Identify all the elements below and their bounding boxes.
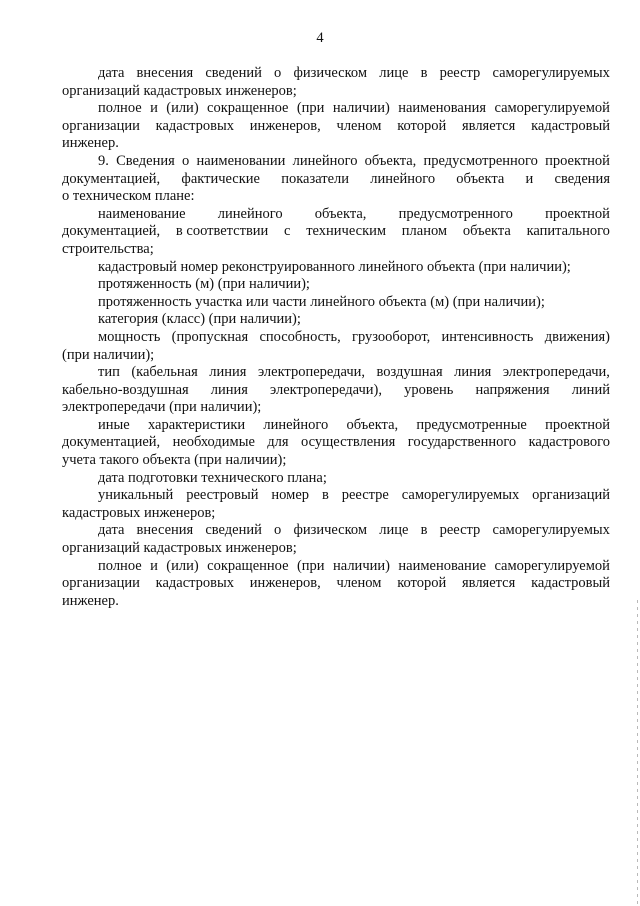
word: реестр [439,522,481,539]
word: государственного [407,434,517,451]
text-run: категория (класс) (при наличии); [98,311,301,328]
word: полное [98,100,142,117]
paragraph [62,100,610,153]
word: лице [379,65,409,81]
word: предусмотренные [416,416,527,433]
word: характеристики [147,416,246,433]
word: сокращенное [207,557,289,574]
word: тип [98,364,120,381]
paragraph [62,259,610,277]
word: документацией, [62,223,161,240]
word: сведений [205,65,262,81]
word: документацией, [62,170,161,187]
text-line [62,329,610,347]
word: интенсивность [441,328,534,345]
paragraph [62,558,610,611]
text-line [62,593,610,611]
text-line [62,135,610,153]
paragraph [62,470,610,488]
word: объекта, [314,205,367,222]
paragraph [62,153,610,206]
text-line [62,259,610,277]
word: инженеров, [249,575,321,592]
paragraph [62,417,610,470]
paragraph [62,294,610,312]
text-line [62,575,610,593]
word: грузооборот, [352,328,431,345]
page-number: 4 [316,30,324,46]
word: кабельно-воздушная [62,381,189,398]
word: в [420,65,428,81]
word: наименования [398,100,487,117]
word: наличии) [333,557,390,574]
word: кадастрового [528,434,610,451]
word: планом [401,223,448,240]
text-run: организаций кадастровых инженеров; [62,82,297,99]
word: саморегулируемых [401,487,520,504]
text-line [62,100,610,118]
scan-edge-artifact [637,600,638,906]
text-line [62,118,610,136]
word: линейного [370,170,436,187]
word: электропередачи, [502,364,610,381]
word: дата [98,522,125,539]
word: и [525,170,534,187]
text-run: о техническом плане: [62,188,195,205]
word: объекта, [346,416,399,433]
word: способность, [259,328,341,345]
word: линейного [263,416,329,433]
text-run: кадастровых инженеров; [62,504,216,521]
text-line [62,470,610,488]
word: и [150,557,158,574]
text-line [62,276,610,294]
word: саморегулируемых [492,65,610,81]
word: линейного [292,152,358,169]
word: фактические [181,170,260,187]
word: линейного [217,205,283,222]
word: кадастровых [155,117,235,134]
word: в [321,487,329,504]
word: линия [454,364,492,381]
paragraph [62,311,610,329]
word: внесения [136,65,194,81]
word: (кабельная [131,364,198,381]
paragraph [62,65,610,100]
paragraph [62,329,610,364]
text-line [62,522,610,540]
text-run: электропередачи (при наличии); [62,399,262,416]
word: лице [379,522,409,539]
word: о [274,65,282,81]
word: и [150,100,158,117]
word: наименовании [196,152,286,169]
word: (при [296,557,325,574]
text-line [62,399,610,417]
word: объекта, [364,152,417,169]
text-line [62,540,610,558]
text-line [62,417,610,435]
text-line [62,558,610,576]
word: проектной [545,152,610,169]
word: воздушная [376,364,443,381]
word: объекта [462,223,511,240]
word: линия [210,381,248,398]
word: мощность [98,328,161,345]
word: 9. [98,152,109,169]
text-line [62,171,610,189]
word: Сведения [116,152,175,169]
word: капитального [526,223,610,240]
text-run: (при наличии); [62,346,155,363]
word: сведений [205,522,262,539]
paragraph [62,487,610,522]
word: уникальный [98,487,174,504]
text-line [62,382,610,400]
word: является [462,575,516,592]
text-line [62,206,610,224]
word: членом [336,575,382,592]
word: (при [296,100,325,117]
word: внесения [136,522,194,539]
word: инженеров, [249,117,321,134]
word: кадастровых [155,575,235,592]
word: (или) [166,557,199,574]
word: уровень [404,381,454,398]
word: для [267,434,289,451]
word: в [420,522,428,539]
word: необходимые [172,434,255,451]
word: наименование [398,557,487,574]
text-line [62,294,610,312]
text-line [62,434,610,452]
word: иные [98,416,130,433]
text-line [62,487,610,505]
word: линия [209,364,247,381]
word: реестре [341,487,389,504]
text-line [62,364,610,382]
word: движения) [544,328,610,345]
paragraph [62,364,610,417]
word: техническим [306,223,387,240]
word: кадастровый [531,117,610,134]
word: о [274,522,282,539]
word: объекта [456,170,505,187]
text-run: организаций кадастровых инженеров; [62,540,297,557]
word: кадастровый [531,575,610,592]
text-line [62,241,610,259]
word: организации [62,575,140,592]
text-line [62,505,610,523]
word: дата [98,65,125,81]
word: линий [571,381,610,398]
text-run: инженер. [62,135,119,152]
word: которой [397,117,447,134]
word: физическом [293,65,368,81]
text-line [62,311,610,329]
word: физическом [293,522,368,539]
text-line [62,452,610,470]
word: саморегулируемой [494,100,610,117]
word: сведения [554,170,610,187]
word: номер [271,487,310,504]
text-run: протяженность участка или части линейного объекта (м) (при наличии); [98,293,545,310]
word: реестровый [186,487,259,504]
text-run: строительства; [62,240,154,257]
word: документацией, [62,434,161,451]
word: организации [62,117,140,134]
word: с [284,223,291,240]
document-body [62,65,610,610]
word: показатели [281,170,350,187]
word: (пропускная [171,328,249,345]
word: является [462,117,516,134]
text-line [62,83,610,101]
word: членом [336,117,382,134]
text-line [62,153,610,171]
text-run: протяженность (м) (при наличии); [98,276,310,293]
word: саморегулируемых [492,522,610,539]
text-run: кадастровый номер реконструированного линейного объекта (при наличии); [98,258,571,275]
word: организаций [532,487,610,504]
word: предусмотренного [398,205,513,222]
word: реестр [439,65,481,81]
text-line [62,65,610,83]
text-run: учета такого объекта (при наличии); [62,452,287,469]
word: проектной [545,205,610,222]
word: сокращенное [207,100,289,117]
paragraph [62,522,610,557]
text-run: дата подготовки технического плана; [98,469,327,486]
word: напряжения [475,381,550,398]
word: полное [98,557,142,574]
word: которой [397,575,447,592]
word: (или) [166,100,199,117]
word: осуществления [301,434,396,451]
text-run: инженер. [62,592,119,609]
word: наименование [98,205,186,222]
word: электропередачи, [257,364,366,381]
word: электропередачи), [270,381,382,398]
text-line [62,188,610,206]
word: в соответствии [175,223,269,240]
word: предусмотренного [423,152,538,169]
word: проектной [545,416,610,433]
text-line [62,347,610,365]
word: наличии) [332,100,390,117]
paragraph [62,206,610,259]
paragraph [62,276,610,294]
text-line [62,223,610,241]
word: саморегулируемой [494,557,610,574]
word: о [182,152,190,169]
